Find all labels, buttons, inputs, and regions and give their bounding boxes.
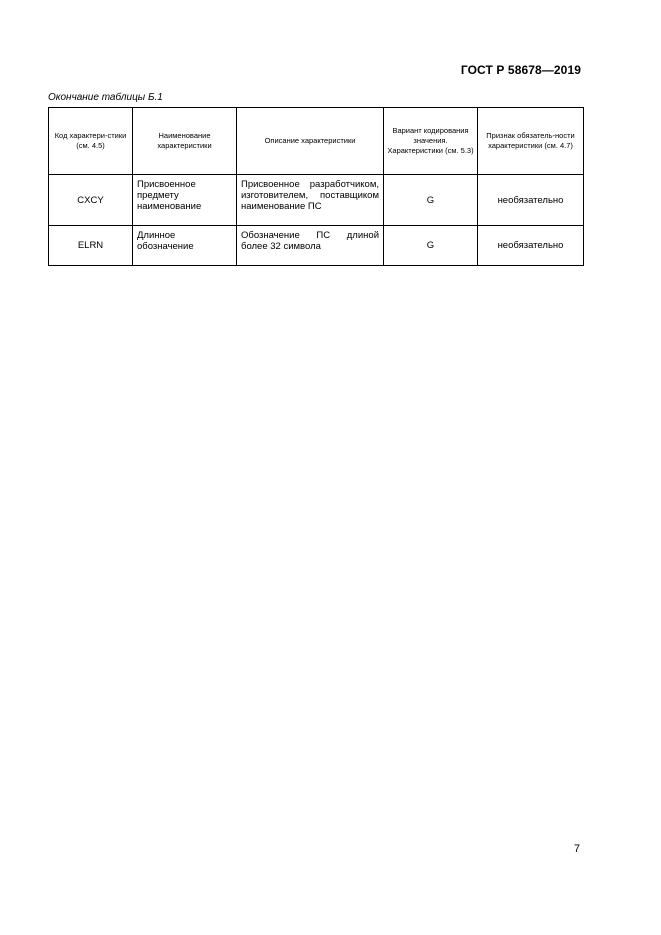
cell-name: Присвоенное предмету наименование xyxy=(133,175,237,226)
table-row xyxy=(49,175,584,226)
column-header-description: Описание характеристики xyxy=(237,108,384,175)
characteristics-table xyxy=(48,107,584,266)
column-header-code: Код характери-стики (см. 4.5) xyxy=(49,108,133,175)
cell-code: ELRN xyxy=(49,226,133,266)
cell-name: Длинное обозначение xyxy=(133,226,237,266)
document-code: ГОСТ Р 58678—2019 xyxy=(460,63,581,77)
cell-coding: G xyxy=(384,175,478,226)
cell-description: Обозначение ПС длиной более 32 символа xyxy=(237,226,384,266)
table-header-row xyxy=(49,108,584,175)
table-caption: Окончание таблицы Б.1 xyxy=(48,92,163,103)
cell-mandatory: необязательно xyxy=(478,175,584,226)
cell-code: CXCY xyxy=(49,175,133,226)
cell-description: Присвоенное разработчиком, изготовителем, поставщиком наименование ПС xyxy=(237,175,384,226)
table-row xyxy=(49,226,584,266)
cell-mandatory: необязательно xyxy=(478,226,584,266)
cell-coding: G xyxy=(384,226,478,266)
column-header-mandatory: Признак обязатель-ности характеристики (см. 4.7) xyxy=(478,108,584,175)
page-number: 7 xyxy=(573,843,580,855)
column-header-coding: Вариант кодирования значения. Характеристики (см. 5.3) xyxy=(384,108,478,175)
column-header-name: Наименование характеристики xyxy=(133,108,237,175)
